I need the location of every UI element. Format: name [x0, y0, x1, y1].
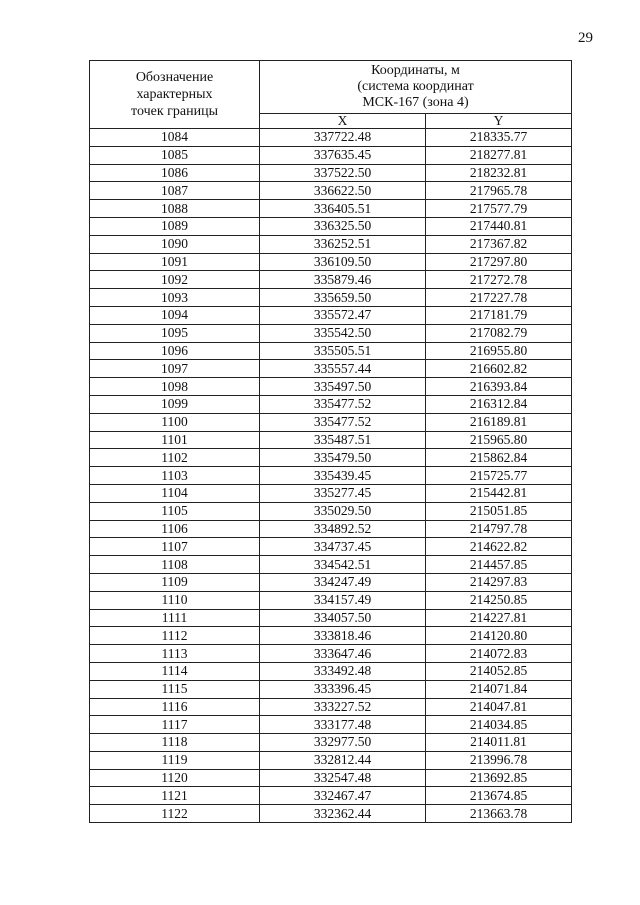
point-id-cell: 1113 — [90, 645, 260, 663]
table-row — [90, 129, 572, 147]
point-id-cell: 1099 — [90, 395, 260, 413]
y-coordinate-cell: 215442.81 — [426, 484, 572, 502]
point-id-cell: 1120 — [90, 769, 260, 787]
point-id-cell: 1104 — [90, 484, 260, 502]
table-row — [90, 395, 572, 413]
header-point-label — [90, 61, 260, 129]
table-row — [90, 484, 572, 502]
y-coordinate-cell: 217577.79 — [426, 200, 572, 218]
table-body — [90, 129, 572, 823]
x-coordinate-cell: 336622.50 — [260, 182, 426, 200]
y-coordinate-cell: 214622.82 — [426, 538, 572, 556]
table-row — [90, 431, 572, 449]
table-row — [90, 627, 572, 645]
table-row — [90, 182, 572, 200]
x-coordinate-cell: 335542.50 — [260, 324, 426, 342]
page-number: 29 — [578, 30, 593, 46]
y-coordinate-cell: 216602.82 — [426, 360, 572, 378]
y-coordinate-cell: 217965.78 — [426, 182, 572, 200]
table-row — [90, 146, 572, 164]
table-row — [90, 449, 572, 467]
y-coordinate-cell: 218277.81 — [426, 146, 572, 164]
table-row — [90, 502, 572, 520]
table-row — [90, 751, 572, 769]
point-id-cell: 1122 — [90, 805, 260, 823]
x-coordinate-cell: 333177.48 — [260, 716, 426, 734]
y-coordinate-cell: 214120.80 — [426, 627, 572, 645]
table-row — [90, 538, 572, 556]
header-x: X — [260, 114, 426, 129]
x-coordinate-cell: 335879.46 — [260, 271, 426, 289]
x-coordinate-cell: 334247.49 — [260, 573, 426, 591]
point-id-cell: 1098 — [90, 378, 260, 396]
y-coordinate-cell: 218335.77 — [426, 129, 572, 147]
table-header — [90, 61, 572, 129]
x-coordinate-cell: 332547.48 — [260, 769, 426, 787]
table-row — [90, 734, 572, 752]
x-coordinate-cell: 336325.50 — [260, 217, 426, 235]
point-id-cell: 1088 — [90, 200, 260, 218]
point-id-cell: 1084 — [90, 129, 260, 147]
x-coordinate-cell: 335572.47 — [260, 306, 426, 324]
point-id-cell: 1116 — [90, 698, 260, 716]
y-coordinate-cell: 215725.77 — [426, 467, 572, 485]
point-id-cell: 1107 — [90, 538, 260, 556]
point-id-cell: 1087 — [90, 182, 260, 200]
x-coordinate-cell: 335029.50 — [260, 502, 426, 520]
y-coordinate-cell: 215862.84 — [426, 449, 572, 467]
x-coordinate-cell: 336405.51 — [260, 200, 426, 218]
x-coordinate-cell: 336252.51 — [260, 235, 426, 253]
x-coordinate-cell: 337722.48 — [260, 129, 426, 147]
y-coordinate-cell: 214797.78 — [426, 520, 572, 538]
table-row — [90, 805, 572, 823]
point-id-cell: 1114 — [90, 662, 260, 680]
point-id-cell: 1117 — [90, 716, 260, 734]
point-id-cell: 1115 — [90, 680, 260, 698]
table-row — [90, 164, 572, 182]
table-row — [90, 520, 572, 538]
table-row — [90, 680, 572, 698]
y-coordinate-cell: 213674.85 — [426, 787, 572, 805]
point-id-cell: 1106 — [90, 520, 260, 538]
x-coordinate-cell: 333492.48 — [260, 662, 426, 680]
y-coordinate-cell: 213996.78 — [426, 751, 572, 769]
y-coordinate-cell: 214250.85 — [426, 591, 572, 609]
table-row — [90, 378, 572, 396]
table-row — [90, 698, 572, 716]
y-coordinate-cell: 213692.85 — [426, 769, 572, 787]
table-row — [90, 324, 572, 342]
point-id-cell: 1089 — [90, 217, 260, 235]
x-coordinate-cell: 335439.45 — [260, 467, 426, 485]
x-coordinate-cell: 333818.46 — [260, 627, 426, 645]
x-coordinate-cell: 332467.47 — [260, 787, 426, 805]
point-id-cell: 1118 — [90, 734, 260, 752]
table-row — [90, 787, 572, 805]
table-row — [90, 662, 572, 680]
y-coordinate-cell: 217082.79 — [426, 324, 572, 342]
x-coordinate-cell: 335659.50 — [260, 289, 426, 307]
x-coordinate-cell: 335477.52 — [260, 395, 426, 413]
point-id-cell: 1111 — [90, 609, 260, 627]
point-id-cell: 1091 — [90, 253, 260, 271]
table-row — [90, 769, 572, 787]
x-coordinate-cell: 337635.45 — [260, 146, 426, 164]
x-coordinate-cell: 335477.52 — [260, 413, 426, 431]
y-coordinate-cell: 215965.80 — [426, 431, 572, 449]
table-row — [90, 591, 572, 609]
point-id-cell: 1102 — [90, 449, 260, 467]
header-coords-label-line: Координаты, м — [371, 63, 460, 78]
point-id-cell: 1105 — [90, 502, 260, 520]
y-coordinate-cell: 217297.80 — [426, 253, 572, 271]
point-id-cell: 1109 — [90, 573, 260, 591]
y-coordinate-cell: 214034.85 — [426, 716, 572, 734]
table-row — [90, 360, 572, 378]
table-row — [90, 413, 572, 431]
table-row — [90, 271, 572, 289]
y-coordinate-cell: 217227.78 — [426, 289, 572, 307]
y-coordinate-cell: 214457.85 — [426, 556, 572, 574]
y-coordinate-cell: 214011.81 — [426, 734, 572, 752]
table-row — [90, 306, 572, 324]
point-id-cell: 1103 — [90, 467, 260, 485]
y-coordinate-cell: 214071.84 — [426, 680, 572, 698]
y-coordinate-cell: 217367.82 — [426, 235, 572, 253]
y-coordinate-cell: 214297.83 — [426, 573, 572, 591]
point-id-cell: 1110 — [90, 591, 260, 609]
coordinates-table — [89, 60, 572, 823]
header-point-label-line: Обозначение — [135, 70, 214, 85]
y-coordinate-cell: 216955.80 — [426, 342, 572, 360]
table-row — [90, 217, 572, 235]
table-row — [90, 200, 572, 218]
y-coordinate-cell: 214052.85 — [426, 662, 572, 680]
table-row — [90, 235, 572, 253]
point-id-cell: 1119 — [90, 751, 260, 769]
table-row — [90, 716, 572, 734]
x-coordinate-cell: 333227.52 — [260, 698, 426, 716]
y-coordinate-cell: 217440.81 — [426, 217, 572, 235]
header-coords-label — [260, 61, 572, 114]
point-id-cell: 1108 — [90, 556, 260, 574]
y-coordinate-cell: 216393.84 — [426, 378, 572, 396]
x-coordinate-cell: 334737.45 — [260, 538, 426, 556]
table-row — [90, 289, 572, 307]
x-coordinate-cell: 334057.50 — [260, 609, 426, 627]
x-coordinate-cell: 334542.51 — [260, 556, 426, 574]
y-coordinate-cell: 213663.78 — [426, 805, 572, 823]
point-id-cell: 1121 — [90, 787, 260, 805]
point-id-cell: 1101 — [90, 431, 260, 449]
x-coordinate-cell: 332362.44 — [260, 805, 426, 823]
point-id-cell: 1097 — [90, 360, 260, 378]
point-id-cell: 1086 — [90, 164, 260, 182]
table-row — [90, 556, 572, 574]
x-coordinate-cell: 335487.51 — [260, 431, 426, 449]
point-id-cell: 1095 — [90, 324, 260, 342]
x-coordinate-cell: 335557.44 — [260, 360, 426, 378]
x-coordinate-cell: 337522.50 — [260, 164, 426, 182]
header-y: Y — [426, 114, 572, 129]
x-coordinate-cell: 333647.46 — [260, 645, 426, 663]
x-coordinate-cell: 335505.51 — [260, 342, 426, 360]
y-coordinate-cell: 216312.84 — [426, 395, 572, 413]
x-coordinate-cell: 334157.49 — [260, 591, 426, 609]
y-coordinate-cell: 217181.79 — [426, 306, 572, 324]
y-coordinate-cell: 217272.78 — [426, 271, 572, 289]
header-row-top — [90, 61, 572, 114]
point-id-cell: 1100 — [90, 413, 260, 431]
y-coordinate-cell: 216189.81 — [426, 413, 572, 431]
x-coordinate-cell: 335479.50 — [260, 449, 426, 467]
table-row — [90, 573, 572, 591]
point-id-cell: 1092 — [90, 271, 260, 289]
point-id-cell: 1093 — [90, 289, 260, 307]
point-id-cell: 1096 — [90, 342, 260, 360]
point-id-cell: 1085 — [90, 146, 260, 164]
x-coordinate-cell: 334892.52 — [260, 520, 426, 538]
table-row — [90, 342, 572, 360]
header-coords-label-line: (система координат — [357, 79, 474, 94]
y-coordinate-cell: 214227.81 — [426, 609, 572, 627]
x-coordinate-cell: 332812.44 — [260, 751, 426, 769]
point-id-cell: 1090 — [90, 235, 260, 253]
x-coordinate-cell: 336109.50 — [260, 253, 426, 271]
y-coordinate-cell: 215051.85 — [426, 502, 572, 520]
header-coords-label-line: МСК-167 (зона 4) — [362, 95, 469, 110]
table-row — [90, 253, 572, 271]
y-coordinate-cell: 214047.81 — [426, 698, 572, 716]
x-coordinate-cell: 333396.45 — [260, 680, 426, 698]
header-point-label-line: точек границы — [131, 104, 218, 119]
y-coordinate-cell: 214072.83 — [426, 645, 572, 663]
point-id-cell: 1094 — [90, 306, 260, 324]
point-id-cell: 1112 — [90, 627, 260, 645]
x-coordinate-cell: 335497.50 — [260, 378, 426, 396]
x-coordinate-cell: 332977.50 — [260, 734, 426, 752]
table-row — [90, 467, 572, 485]
x-coordinate-cell: 335277.45 — [260, 484, 426, 502]
table-row — [90, 645, 572, 663]
table-row — [90, 609, 572, 627]
header-point-label-line: характерных — [136, 87, 213, 102]
y-coordinate-cell: 218232.81 — [426, 164, 572, 182]
